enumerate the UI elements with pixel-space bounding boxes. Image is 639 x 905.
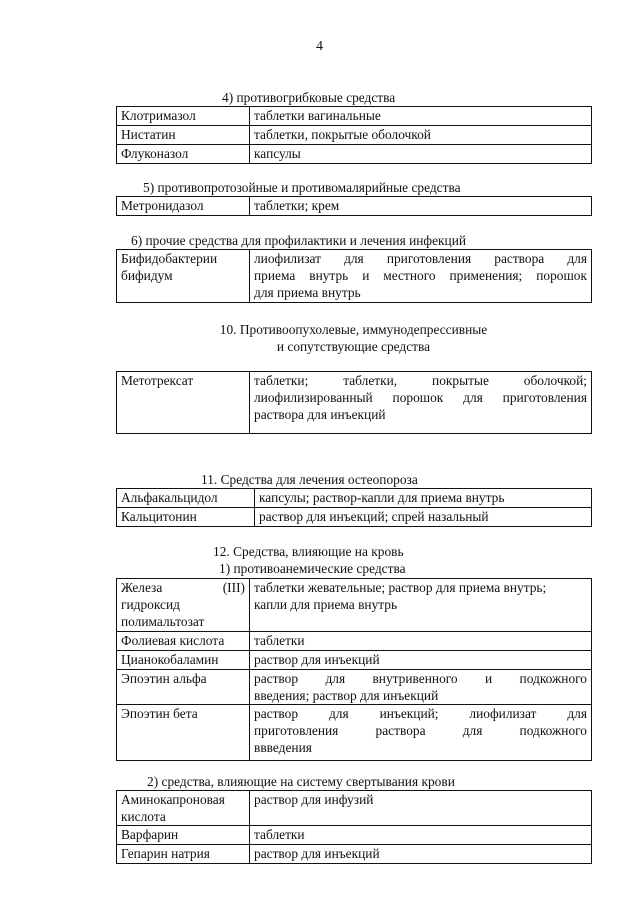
antianemic-table — [116, 578, 592, 761]
table-row — [117, 508, 592, 527]
table-row — [117, 670, 592, 705]
section-heading-blood: 12. Средства, влияющие на кровь — [213, 544, 404, 559]
section-heading-antiprotozoal: 5) противопротозойные и противомалярийные средства — [143, 180, 461, 195]
table-row — [117, 107, 592, 126]
drug-name: Цианокобаламин — [117, 651, 250, 670]
drug-form-line: приготовления раствора для подкожного — [254, 723, 587, 738]
section-heading-other-infection: 6) прочие средства для профилактики и лечения инфекций — [131, 233, 467, 248]
drug-form-line: таблетки; таблетки, покрытые оболочкой; — [254, 373, 587, 388]
drug-form-line: таблетки жевательные; раствор для приема внутрь; — [254, 580, 547, 595]
drug-form: раствор для инъекций — [250, 845, 592, 864]
drug-form-line: для приема внутрь — [254, 285, 361, 300]
section-heading-antitumor-1: 10. Противоопухолевые, иммунодепрессивные — [219, 322, 488, 337]
subsection-heading-coagulation: 2) средства, влияющие на систему свертывания крови — [147, 774, 455, 789]
drug-form-line: раствор для инъекций; лиофилизат для — [254, 706, 587, 721]
drug-form-line: приема внутрь и местного применения; порошок — [254, 268, 587, 283]
table-row — [117, 791, 592, 826]
section-heading-osteoporosis: 11. Средства для лечения остеопороза — [201, 472, 418, 487]
drug-form: раствор для инъекций — [250, 651, 592, 670]
table-row — [117, 250, 592, 303]
drug-name: Фолиевая кислота — [117, 632, 250, 651]
drug-name-line: бифидум — [121, 268, 173, 283]
drug-form — [250, 670, 592, 705]
antitumor-table — [116, 371, 592, 434]
drug-form-line: ввведения — [254, 740, 312, 755]
table-row — [117, 145, 592, 164]
drug-form — [250, 250, 592, 303]
drug-name: Метронидазол — [117, 197, 250, 216]
drug-name: Кальцитонин — [117, 508, 255, 527]
drug-form: таблетки, покрытые оболочкой — [250, 126, 592, 145]
drug-name: Нистатин — [117, 126, 250, 145]
drug-name-line: кислота — [121, 809, 166, 824]
drug-form: капсулы — [250, 145, 592, 164]
table-row — [117, 826, 592, 845]
subsection-heading-antianemic: 1) противоанемические средства — [219, 561, 406, 576]
table-row — [117, 197, 592, 216]
table-row — [117, 651, 592, 670]
drug-name: Эпоэтин альфа — [117, 670, 250, 705]
drug-name: Гепарин натрия — [117, 845, 250, 864]
drug-form: таблетки — [250, 826, 592, 845]
drug-form-line: капли для приема внутрь — [254, 597, 398, 612]
coagulation-table — [116, 790, 592, 864]
drug-name: Альфакальцидол — [117, 489, 255, 508]
drug-name-line: полимальтозат — [121, 614, 205, 629]
drug-form — [250, 579, 592, 632]
page-number: 4 — [316, 39, 323, 54]
drug-form-line: лиофилизат для приготовления раствора для — [254, 251, 587, 266]
drug-form: таблетки — [250, 632, 592, 651]
table-row — [117, 845, 592, 864]
drug-name-line: Аминокапроновая — [121, 792, 225, 807]
section-heading-antitumor-2: и сопутствующие средства — [276, 339, 431, 354]
table-row — [117, 126, 592, 145]
antifungal-table — [116, 106, 592, 164]
table-row — [117, 372, 592, 434]
drug-form: раствор для инфузий — [250, 791, 592, 826]
drug-name — [117, 791, 250, 826]
drug-name-line: гидроксид — [121, 597, 180, 612]
drug-form — [250, 705, 592, 761]
drug-form: капсулы; раствор-капли для приема внутрь — [255, 489, 592, 508]
other-infection-table — [116, 249, 592, 303]
drug-form: раствор для инъекций; спрей назальный — [255, 508, 592, 527]
table-row — [117, 632, 592, 651]
section-heading-antifungal: 4) противогрибковые средства — [222, 90, 396, 105]
table-row — [117, 705, 592, 761]
drug-name — [117, 579, 250, 632]
drug-form: таблетки вагинальные — [250, 107, 592, 126]
drug-form — [250, 372, 592, 434]
drug-form-line: введения; раствор для инъекций — [254, 688, 439, 703]
drug-name — [117, 250, 250, 303]
drug-form-line: лиофилизированный порошок для приготовления — [254, 390, 587, 405]
drug-form-line: раствора для инъекций — [254, 407, 386, 422]
drug-name: Эпоэтин бета — [117, 705, 250, 761]
drug-name: Флуконазол — [117, 145, 250, 164]
drug-name: Варфарин — [117, 826, 250, 845]
drug-name: Клотримазол — [117, 107, 250, 126]
table-row — [117, 489, 592, 508]
table-row — [117, 579, 592, 632]
drug-name: Метотрексат — [117, 372, 250, 434]
antiprotozoal-table — [116, 196, 592, 216]
drug-form: таблетки; крем — [250, 197, 592, 216]
drug-name-line: Железа (III) — [121, 580, 245, 595]
osteoporosis-table — [116, 488, 592, 527]
drug-form-line: раствор для внутривенного и подкожного — [254, 671, 587, 686]
drug-name-line: Бифидобактерии — [121, 251, 218, 266]
